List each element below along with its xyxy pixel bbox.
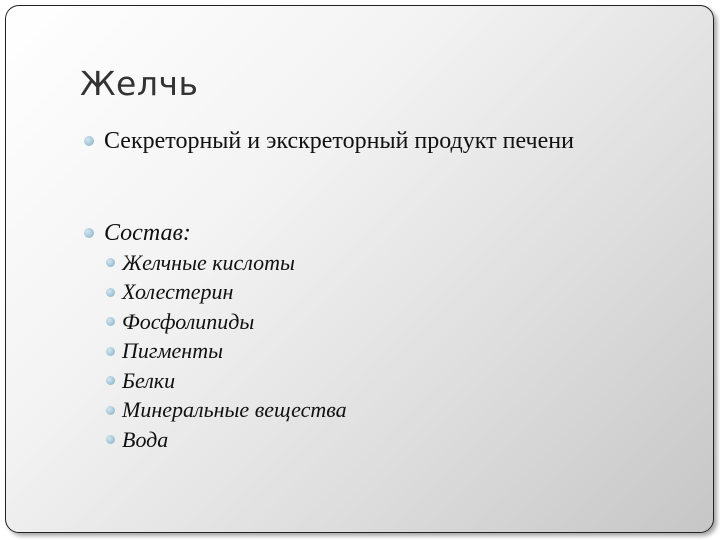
bullet-dot-icon	[84, 228, 94, 238]
sublist-item-text: Белки	[122, 367, 176, 393]
bullet-item-secretory	[84, 127, 624, 155]
bullet-item-text: Секреторный и экскреторный продукт печени	[104, 128, 574, 154]
sublist-item	[106, 366, 347, 396]
bullet-dot-icon	[84, 136, 94, 146]
bullet-dot-icon	[106, 435, 115, 444]
sublist-item-text: Фосфолипиды	[122, 308, 255, 334]
sublist-item	[106, 248, 347, 278]
slide-title: Желчь	[80, 64, 199, 103]
sublist-item	[106, 425, 347, 455]
bullet-dot-icon	[106, 317, 115, 326]
sublist-item	[106, 307, 347, 337]
sublist-item	[106, 396, 347, 426]
sublist-item-text: Минеральные вещества	[122, 397, 347, 423]
bullet-item-text: Состав:	[104, 220, 191, 246]
composition-sublist	[106, 248, 347, 455]
sublist-item	[106, 337, 347, 367]
bullet-dot-icon	[106, 258, 115, 267]
sublist-item-text: Желчные кислоты	[122, 249, 295, 275]
slide	[5, 5, 714, 533]
bullet-item-composition	[84, 219, 624, 247]
bullet-dot-icon	[106, 288, 115, 297]
sublist-item-text: Пигменты	[122, 338, 223, 364]
bullet-dot-icon	[106, 406, 115, 415]
sublist-item	[106, 278, 347, 308]
sublist-item-text: Холестерин	[122, 279, 234, 305]
sublist-item-text: Вода	[122, 426, 169, 452]
bullet-dot-icon	[106, 376, 115, 385]
bullet-dot-icon	[106, 347, 115, 356]
